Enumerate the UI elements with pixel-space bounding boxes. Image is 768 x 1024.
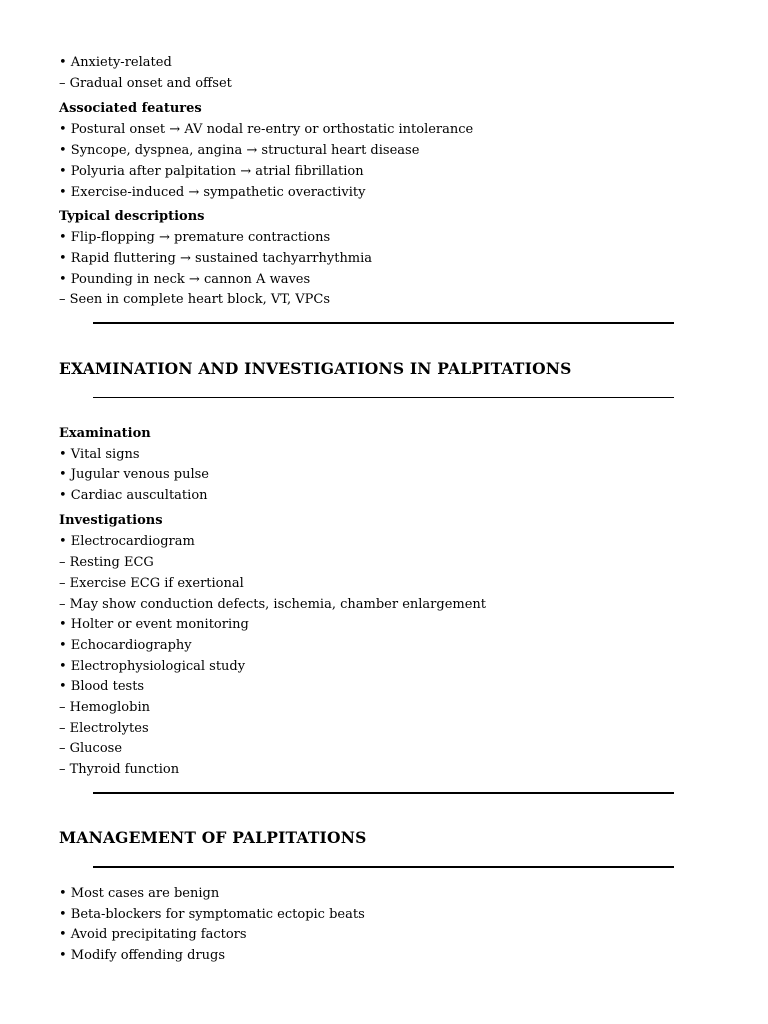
- list-item: • Electrocardiogram: [59, 534, 195, 549]
- list-item: • Exercise-induced → sympathetic overactivity: [59, 185, 366, 200]
- section-divider: [93, 322, 674, 324]
- list-item: • Electrophysiological study: [59, 659, 246, 674]
- list-item: • Postural onset → AV nodal re-entry or orthostatic intolerance: [59, 122, 474, 137]
- list-item: • Pounding in neck → cannon A waves: [59, 272, 311, 287]
- list-item: • Flip-flopping → premature contractions: [59, 230, 331, 245]
- section-divider: [93, 792, 674, 794]
- list-item: • Blood tests: [59, 679, 145, 694]
- list-item: • Syncope, dyspnea, angina → structural heart disease: [59, 143, 420, 158]
- list-item: – Electrolytes: [59, 721, 149, 736]
- list-item: – Gradual onset and offset: [59, 76, 232, 91]
- subsection-heading-investigations: Investigations: [59, 513, 163, 528]
- list-item: – Seen in complete heart block, VT, VPCs: [59, 292, 331, 307]
- list-item: • Anxiety-related: [59, 55, 172, 70]
- list-item: • Most cases are benign: [59, 886, 220, 901]
- list-item: • Jugular venous pulse: [59, 467, 209, 482]
- list-item: • Rapid fluttering → sustained tachyarrhythmia: [59, 251, 373, 266]
- list-item: • Vital signs: [59, 447, 140, 462]
- subsection-heading-examination: Examination: [59, 426, 151, 441]
- list-item: – Exercise ECG if exertional: [59, 576, 244, 591]
- list-item: – Hemoglobin: [59, 700, 150, 715]
- list-item: • Modify offending drugs: [59, 948, 226, 963]
- section-divider: [93, 397, 674, 398]
- list-item: • Avoid precipitating factors: [59, 927, 247, 942]
- subsection-heading-associated-features: Associated features: [59, 101, 202, 116]
- list-item: – May show conduction defects, ischemia, chamber enlargement: [59, 597, 487, 612]
- subsection-heading-typical-descriptions: Typical descriptions: [59, 209, 205, 224]
- section-title-examination-investigations: EXAMINATION AND INVESTIGATIONS IN PALPITATIONS: [59, 359, 572, 378]
- list-item: • Polyuria after palpitation → atrial fibrillation: [59, 164, 364, 179]
- section-divider: [93, 866, 674, 868]
- section-title-management: MANAGEMENT OF PALPITATIONS: [59, 828, 367, 847]
- list-item: – Resting ECG: [59, 555, 154, 570]
- list-item: – Thyroid function: [59, 762, 180, 777]
- list-item: • Holter or event monitoring: [59, 617, 249, 632]
- list-item: • Echocardiography: [59, 638, 192, 653]
- list-item: – Glucose: [59, 741, 123, 756]
- list-item: • Cardiac auscultation: [59, 488, 208, 503]
- list-item: • Beta-blockers for symptomatic ectopic beats: [59, 907, 365, 922]
